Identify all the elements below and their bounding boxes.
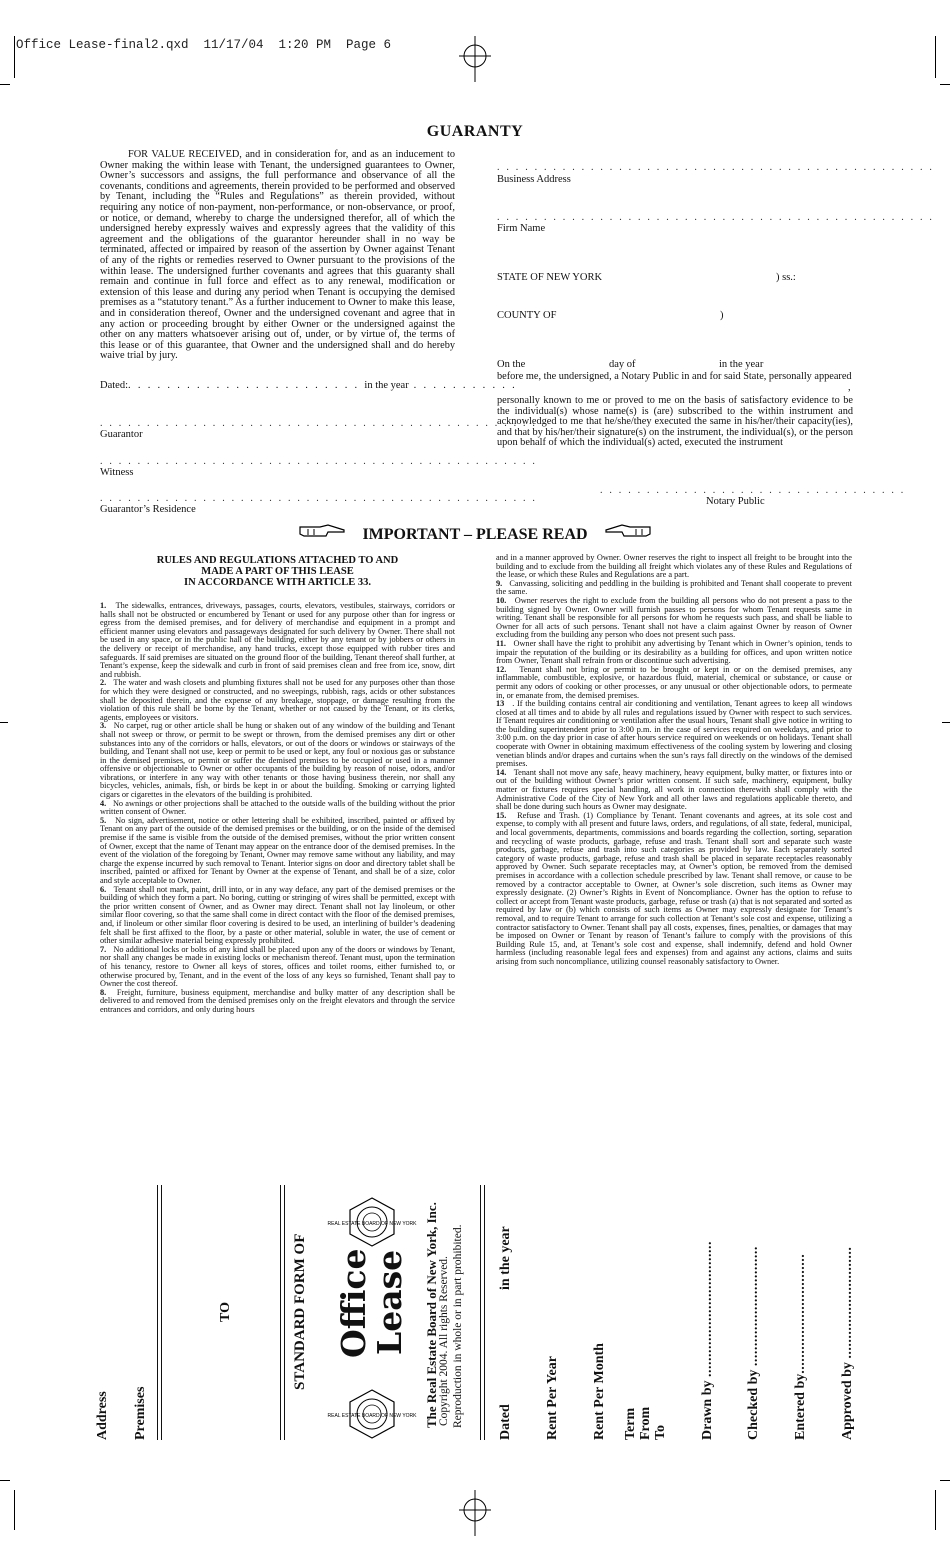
rule-paragraph <box>496 580 852 597</box>
rule-paragraph <box>100 800 455 817</box>
reboard-label: The Real Estate Board of New York, Inc. <box>424 1202 439 1428</box>
address-label: Address <box>95 1391 110 1440</box>
reboard-seal-icon <box>327 1196 417 1248</box>
rule-number: 9. <box>496 578 503 588</box>
checked-by-field[interactable]: Checked by .............................. <box>746 1246 761 1440</box>
notary-signature-line[interactable]: . . . . . . . . . . . . . . . . . . . . . . . . . . . . . . . . . <box>600 485 906 496</box>
guarantor-signature-line[interactable]: . . . . . . . . . . . . . . . . . . . . . . . . . . . . . . . . . . . . . . . . . . . . . . . <box>100 418 538 429</box>
rule-text: No awnings or other projections shall be attached to the outside walls of the building without the prior written consent of Owner. <box>100 798 455 817</box>
rule-number: 1. <box>100 601 107 610</box>
in-the-year-back-label: in the year <box>498 1226 513 1290</box>
rule-paragraph <box>100 817 455 886</box>
slug-line: Office Lease-final2.qxd 11/17/04 1:20 PM Page 6 <box>16 38 392 52</box>
rules-heading <box>100 555 455 588</box>
dated-label: Dated: <box>100 380 128 391</box>
important-text: IMPORTANT – PLEASE READ <box>362 526 588 543</box>
rule-number: 5. <box>100 815 107 825</box>
rules-heading-line: MADE A PART OF THIS LEASE <box>201 566 354 577</box>
rule-number: 13 <box>496 699 505 709</box>
approved-by-label: Approved by <box>840 1362 855 1440</box>
term-label: Term <box>623 1407 638 1440</box>
notary-public-label: Notary Public <box>706 496 765 507</box>
pointing-hand-left-icon <box>602 523 652 539</box>
seal-text: REAL ESTATE BOARD OF NEW YORK <box>327 1413 417 1419</box>
firm-name-label: Firm Name <box>497 223 546 234</box>
rule-text: No additional locks or bolts of any kind shall be placed upon any of the doors or windows by Tenant, nor shall any changes be made in existing locks or mechanism thereof. Tenant must, upon the termination of his tenancy, restore to Owner all keys of stores, offices and toilet rooms, either furnished to, or otherwise procured by, Tenant, and in the event of the loss of any keys so furnished, Tenant shall pay to Owner the cost thereof. <box>100 944 455 989</box>
rule-paragraph <box>496 666 852 700</box>
rule-number: 6. <box>100 884 107 894</box>
rule-text: and in a manner approved by Owner. Owner reserves the right to inspect all freight to be brought into the building and to exclude from the building all freight which violates any of these Rules and Regulations of the lease, or which these Rules and Regulations are a part. <box>496 553 852 580</box>
rule-text: The water and wash closets and plumbing fixtures shall not be used for any purposes other than those for which they were designed or constructed, and no sweepings, rubbish, rags, acids or other substances shall be deposited therein, and the expense of any breakage, stoppage, or damage resulting from the violation of this rule shall be borne by the Tenant, whether or not caused by the Tenant, or its clerks, agents, employees or visitors. <box>100 678 455 722</box>
rule-text: Freight, furniture, business equipment, merchandise and bulky matter of any description shall be delivered to and removed from the demised premises only on the freight elevators and through the service entrances and corridors, and only during hours <box>100 987 455 1014</box>
rule-number: 2. <box>100 678 107 688</box>
business-address-line[interactable]: . . . . . . . . . . . . . . . . . . . . . . . . . . . . . . . . . . . . . . . . . . . . . . . <box>497 162 935 173</box>
to-label: TO <box>218 1302 233 1322</box>
rule-paragraph <box>100 946 455 989</box>
rule-text: Owner shall have the right to prohibit any advertising by Tenant which in Owner’s opinion, tends to impair the reputation of the building or its desirability as a building for offices, and upon written notice from Owner, Tenant shall refrain from or discontinue such advertising. <box>496 638 852 666</box>
rule-paragraph <box>496 597 852 640</box>
drawn-by-label: Drawn by <box>700 1380 715 1440</box>
checked-by-label: Checked by <box>746 1369 761 1440</box>
rules-left-column <box>100 602 455 1184</box>
county-label: COUNTY OF <box>497 310 557 321</box>
rule-number: 15. <box>496 810 507 820</box>
day-of-label: day of <box>609 359 636 370</box>
rule-number: 11. <box>496 638 506 648</box>
business-address-label: Business Address <box>497 174 571 185</box>
rule-text: . If the building contains central air conditioning and ventilation, Tenant agrees to keep all windows closed at all times and to abide by all rules and regulations issued by Owner with respect to such services. If Tenant requires air conditioning or ventilation after the usual hours, Tenant shall give notice in writing to the building superintendent prior to 3:00 p.m. in the case of services required on weekdays, and prior to 3:00 p.m. on the day prior in case of after hours service required on weekends or on holidays. Tenant shall cooperate with Owner in obtaining maximum effectiveness of the cooling system by lowering and closing venetian blinds and/or drapes and curtains when the sun’s rays fall directly on the windows of the demised premises. <box>496 699 852 769</box>
pointing-hand-right-icon <box>298 523 348 539</box>
to-lower-label: To <box>653 1424 668 1440</box>
seal-text: REAL ESTATE BOARD OF NEW YORK <box>327 1221 417 1227</box>
rules-heading-line: RULES AND REGULATIONS ATTACHED TO AND <box>156 555 399 566</box>
office-title: Office <box>334 1248 373 1358</box>
rule-paragraph <box>496 812 852 967</box>
rule-text: Tenant shall not bring or permit to be brought or kept in or on the demised premises, any inflammable, combustible, explosive, or hazardous fluid, material, chemical or substance, or cause or permit any odors of cooking or other processes, or any unusual or other objectionable odors, to permeate in, or emanate from, the demised premises. <box>496 664 852 700</box>
entered-by-label: Entered by <box>793 1373 808 1440</box>
from-label: From <box>638 1406 653 1440</box>
important-banner <box>0 523 950 544</box>
rule-paragraph <box>100 989 455 1015</box>
rule-paragraph <box>100 602 455 679</box>
dated-back-label: Dated <box>498 1404 513 1440</box>
rule-text: Tenant shall not mark, paint, drill into, or in any way deface, any part of the demised premises or the building of which they form a part. No boring, cutting or stringing of wires shall be permitted, except with the prior written consent of Owner, and as Owner may direct. Tenant shall not lay linoleum, or other similar floor covering, so that the same shall come in direct contact with the floor of the demised premises, and, if linoleum or other similar floor covering is desired to be used, an interlining of builder’s deadening felt shall be first affixed to the floor, by a paste or other material, soluble in water, the use of cement or other similar adhesive material being expressly prohibited. <box>100 884 455 946</box>
approved-by-field[interactable]: Approved by ............................ <box>840 1246 855 1440</box>
rule-number: 7. <box>100 944 107 954</box>
rule-number: 8. <box>100 987 107 997</box>
rules-heading-line: IN ACCORDANCE WITH ARTICLE 33. <box>183 577 371 588</box>
rule-text: Owner reserves the right to exclude from the building all persons who do not present a pass to the building signed by Owner. Owner will furnish passes to persons for whom Tenant requests same in writing. Tenant shall be responsible for all persons for whom he requests such pass, and shall be liable to Owner for all acts of such persons. Tenant shall not have a claim against Owner by reason of Owner excluding from the building any person who does not present such pass. <box>496 595 853 640</box>
rule-number: 3. <box>100 721 107 731</box>
ss-label: ) ss.: <box>776 272 796 283</box>
lease-title: Lease <box>370 1249 409 1355</box>
copyright-label: Copyright 2004. All rights Reserved. <box>438 1256 450 1426</box>
rule-paragraph <box>496 640 852 666</box>
notary-text-1: before me, the undersigned, a Notary Public in and for said State, personally appeared <box>497 371 852 382</box>
on-the-label: On the <box>497 359 526 370</box>
rule-text: Canvassing, soliciting and peddling in the building is prohibited and Tenant shall cooperate to prevent the same. <box>496 578 852 597</box>
rule-paragraph <box>496 554 852 580</box>
county-paren: ) <box>720 310 724 321</box>
premises-label: Premises <box>133 1386 148 1440</box>
rules-right-column <box>496 554 852 1164</box>
guaranty-body: FOR VALUE RECEIVED, and in consideration for, and as an inducement to Owner making the within lease with Tenant, the undersigned guarantees to Owner, Owner’s successors and assigns, the full performance and observance of all the covenants, conditions and agreements, therein provided to be performed and observed by Tenant, including the “Rules and Regulations” as therein provided, without requiring any notice of non-payment, non-performance, or non-observance, or proof, or notice, or demand, whereby to charge the undersigned therefor, all of which the undersigned hereby expressly waives and expressly agrees that the validity of this agreement and the obligations of the guarantor hereunder shall in no way be terminated, affected or impaired by reason of the assertion by Owner against Tenant of any of the rights or remedies reserved to Owner pursuant to the provisions of the within lease. The undersigned further covenants and agrees that this guaranty shall remain and continue in full force and effect as to any renewal, modification or extension of this lease and during any period when Tenant is occupying the demised premises as a “statutory tenant.” As a further inducement to Owner to make this lease, and in consideration thereof, Owner and the undersigned covenant and agree that in any action or proceeding brought by either Owner or the undersigned against the other on any matters whatsoever arising out of, under, or by virtue of, the terms of this lease or of this guarantee, that Owner and the undersigned shall and do hereby waive trial by jury. <box>100 149 455 362</box>
state-label: STATE OF NEW YORK <box>497 272 603 283</box>
rule-number: 4. <box>100 798 107 808</box>
residence-line[interactable]: . . . . . . . . . . . . . . . . . . . . . . . . . . . . . . . . . . . . . . . . . . . . . . . <box>100 493 538 504</box>
rule-text: The sidewalks, entrances, driveways, passages, courts, elevators, vestibules, stairways, corridors or halls shall not be obstructed or encumbered by Tenant or used for any purpose other than for ingress or egress from the demised premises, and for delivery of merchandise and equipment in a prompt and efficient manner using elevators and passageways designated for such delivery by Owner. There shall not be used in any space, or in the public hall of the building, either by any tenant or by jobbers or others in the delivery or receipt of merchandise, any hand trucks, except those equipped with rubber tires and safeguards. If said premises are situated on the ground floor of the building, Tenant thereof shall further, at Tenant’s expense, keep the sidewalk and curb in front of said premises clean and free from ice, snow, dirt and rubbish. <box>100 601 455 679</box>
drawn-by-field[interactable]: Drawn by .................................. <box>700 1240 715 1440</box>
rule-number: 12. <box>496 664 507 674</box>
guarantor-label: Guarantor <box>100 429 143 440</box>
registration-mark-top <box>455 36 495 84</box>
standard-form-label: STANDARD FORM OF <box>292 1233 308 1390</box>
rule-text: No sign, advertisement, notice or other lettering shall be exhibited, inscribed, painted or affixed by Tenant on any part of the outside of the demised premises or the building, or on the inside of the demised premise if the same is visible from the outside of the demised premises, without the prior written consent of Owner, except that the name of Tenant may appear on the entrance door of the demised premises. In the event of the violation of the foregoing by Tenant, Owner may remove same without any liability, and may charge the expense incurred by such removal to Tenant. Interior signs on door and directory tablet shall be inscribed, painted or affixed for Tenant by Owner at the expense of Tenant, and shall be of a size, color and style acceptable to Owner. <box>100 815 455 885</box>
rule-number: 14. <box>496 767 507 777</box>
notary-comma: , <box>848 382 851 393</box>
rule-paragraph <box>496 769 852 812</box>
notary-text-2: personally known to me or proved to me on the basis of satisfactory evidence to be the individual(s) whose name(s) is (are) subscribed to the within instrument and acknowledged to me that he/she/they executed the same in his/her/their capacity(ies), and that by his/her/their signature(s) on the instrument, the individual(s), or the person upon behalf of which the individual(s) acted, executed the instrument <box>497 395 853 449</box>
entered-by-field[interactable]: Entered by.............................. <box>793 1253 808 1440</box>
reproduction-label: Reproduction in whole or in part prohibited. <box>452 1224 464 1428</box>
rule-paragraph <box>100 679 455 722</box>
guaranty-title: GUARANTY <box>426 123 524 140</box>
dated-field[interactable]: Dated:. . . . . . . . . . . . . . . . . . . . . . . . in the year . . . . . . . . . . . <box>100 380 518 391</box>
rule-text: Tenant shall not move any safe, heavy machinery, heavy equipment, bulky matter, or fixtures into or out of the building without Owner’s prior written consent. If such safe, machinery, equipment, bulky matter or fixtures requires special handling, all work in connection therewith shall comply with the Administrative Code of the City of New York and all other laws and regulations applicable thereto, and shall be done during such hours as Owner may designate. <box>496 767 852 812</box>
rule-text: No carpet, rug or other article shall be hung or shaken out of any window of the building and Tenant shall not sweep or throw, or permit to be swept or thrown, from the demised premises any dirt or other substances into any of the corridors or halls, elevators, or out of the doors or windows or stairways of the building, and Tenant shall not use, keep or permit to be used or kept, any foul or noxious gas or substance in the demised premises, or permit or suffer the demised premises to be occupied or used in a manner offensive or objectionable to Owner or other occupants of the building by reason of noise, odors, and/or vibrations, or interfere in any way with other tenants or those having business therein, nor shall any bicycles, vehicles, animals, fish, or birds be kept in or about the building. Smoking or carrying lighted cigars or cigarettes in the elevators of the building is prohibited. <box>100 721 455 800</box>
witness-signature-line[interactable]: . . . . . . . . . . . . . . . . . . . . . . . . . . . . . . . . . . . . . . . . . . . . . . . <box>100 456 538 467</box>
witness-label: Witness <box>100 467 134 478</box>
rule-paragraph <box>496 700 852 769</box>
firm-name-line[interactable]: . . . . . . . . . . . . . . . . . . . . . . . . . . . . . . . . . . . . . . . . . . . . . . . <box>497 212 935 223</box>
rule-number: 10. <box>496 595 507 605</box>
rule-paragraph <box>100 722 455 799</box>
reboard-seal-icon <box>327 1388 417 1440</box>
rule-text: Refuse and Trash. (1) Compliance by Tenant. Tenant covenants and agrees, at its sole cost and expense, to comply with all present and future laws, orders, and regulations, of all state, federal, municipal, and local governments, departments, commissions and boards regarding the collection, sorting, separation and recycling of waste products, garbage, refuse and trash. Tenant shall sort and separate such waste products, garbage, refuse and trash into such categories as provided by law. Each separately sorted category of waste products, garbage, refuse and trash shall be placed in separate receptacles reasonably approved by Owner. Such separate receptacles may, at Owner’s option, be removed from the demised premises in accordance with a collection schedule prescribed by law. Tenant shall remove, or cause to be removed by a contractor acceptable to Owner, at Owner’s sole discretion, such items as Owner may expressly designate. (2) Owner’s Rights in Event of Noncompliance. Owner has the option to refuse to collect or accept from Tenant waste products, garbage, refuse or trash (a) that is not separated and sorted as required by law or (b) which consists of such items as Owner may expressly designate for Tenant’s removal, and to require Tenant to arrange for such collection at Tenant’s sole cost and expense, utilizing a contractor satisfactory to Owner. Tenant shall pay all costs, expenses, fines, penalties, or damages that may be imposed on Owner or Tenant by reason of Tenant’s failure to comply with the provisions of this Building Rule 15, and, at Tenant’s sole cost and expense, shall indemnify, defend and hold Owner harmless (including reasonable legal fees and expenses) from and against any actions, claims and suits arising from such noncompliance, utilizing counsel reasonably satisfactory to Owner. <box>496 810 852 966</box>
rule-paragraph <box>100 886 455 946</box>
in-the-year-label: in the year <box>364 380 409 391</box>
residence-label: Guarantor’s Residence <box>100 504 196 515</box>
in-the-year-2-label: in the year <box>719 359 764 370</box>
rent-per-year-label: Rent Per Year <box>545 1356 560 1440</box>
rent-per-month-label: Rent Per Month <box>592 1343 607 1440</box>
registration-mark-bottom <box>455 1490 495 1538</box>
